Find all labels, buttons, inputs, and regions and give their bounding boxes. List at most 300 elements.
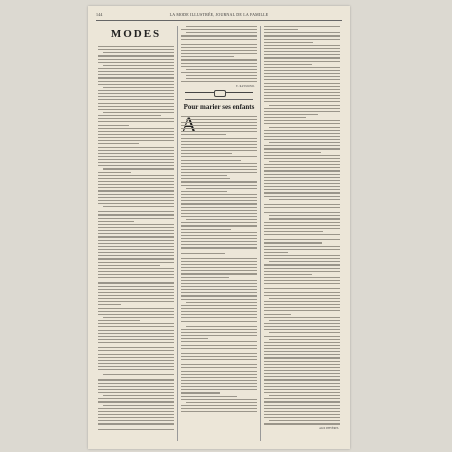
text-line [264, 231, 323, 232]
text-line [181, 359, 257, 360]
text-line [98, 398, 174, 399]
text-line [98, 46, 174, 47]
text-line [98, 55, 174, 56]
text-line [186, 119, 257, 120]
text-line [264, 370, 340, 371]
text-line [186, 219, 257, 220]
text-line [98, 369, 174, 370]
text-line [98, 347, 174, 348]
text-line [98, 408, 174, 409]
text-line [269, 218, 340, 219]
text-line [181, 163, 257, 164]
text-line [181, 197, 257, 198]
text-line [181, 169, 257, 170]
text-line [264, 225, 340, 226]
text-line [98, 295, 174, 296]
text-line [269, 298, 340, 299]
text-line [181, 273, 257, 274]
text-line [181, 81, 257, 82]
text-line [264, 73, 340, 74]
text-line [181, 181, 257, 182]
text-line [264, 174, 340, 175]
text-line [264, 207, 340, 208]
text-line [98, 74, 174, 75]
text-line [264, 148, 340, 149]
text-line [98, 271, 174, 272]
text-line [98, 90, 174, 91]
text-line [181, 321, 257, 322]
text-line [98, 246, 174, 247]
text-line [264, 307, 340, 308]
text-line [98, 320, 140, 321]
text-line [181, 222, 257, 223]
text-line [103, 87, 174, 88]
text-line [264, 139, 340, 140]
text-line [181, 203, 257, 204]
text-line [264, 101, 340, 102]
text-line [98, 330, 174, 331]
text-line [264, 264, 340, 265]
text-line [186, 26, 257, 27]
text-line [264, 401, 340, 402]
text-line [98, 420, 174, 421]
text-line [103, 168, 174, 169]
text-line [98, 181, 174, 182]
text-line [98, 175, 174, 176]
text-line [181, 72, 257, 73]
text-line [181, 156, 257, 157]
text-line [264, 95, 340, 96]
text-line [181, 311, 257, 312]
text-line [269, 127, 340, 128]
text-line [264, 295, 340, 296]
text-line [98, 262, 174, 263]
text-line [264, 288, 340, 289]
text-line [264, 354, 340, 355]
text-line [264, 228, 340, 229]
text-line [264, 258, 340, 259]
text-line [181, 377, 257, 378]
text-line [264, 283, 340, 284]
text-line [181, 216, 257, 217]
text-line [103, 206, 174, 207]
text-line [264, 271, 340, 272]
text-line [264, 277, 340, 278]
text-line [264, 274, 312, 275]
text-line [186, 78, 257, 79]
text-line [186, 32, 257, 33]
text-line [181, 411, 257, 412]
text-line [181, 191, 227, 192]
text-line [181, 338, 208, 339]
text-line [98, 360, 174, 361]
text-line [181, 289, 257, 290]
text-line [98, 77, 174, 78]
text-line [264, 310, 340, 311]
article-signature-end: ALIX D'HYÈRES. [319, 426, 339, 430]
text-line [181, 160, 241, 161]
text-line [181, 264, 257, 265]
text-line [186, 326, 257, 327]
text-line [186, 302, 257, 303]
text-line [264, 386, 340, 387]
text-line [264, 67, 340, 68]
text-line [264, 304, 340, 305]
text-line [264, 405, 340, 406]
text-line [98, 429, 174, 430]
text-line [181, 153, 232, 154]
text-line [98, 71, 174, 72]
text-line [181, 53, 257, 54]
text-line [98, 121, 174, 122]
text-line [186, 402, 257, 403]
text-line [264, 348, 340, 349]
text-line [98, 333, 174, 334]
text-line [264, 26, 340, 27]
text-line [264, 42, 313, 43]
text-line [181, 283, 257, 284]
text-line [264, 111, 340, 112]
text-line [264, 398, 340, 399]
text-line [264, 361, 340, 362]
text-line [98, 423, 174, 424]
text-line [264, 83, 340, 84]
text-line [98, 156, 174, 157]
text-line [181, 225, 257, 226]
text-line [98, 214, 174, 215]
text-line [98, 197, 174, 198]
text-line [181, 147, 257, 148]
text-line [98, 308, 174, 309]
text-line [181, 367, 257, 368]
text-line [98, 200, 174, 201]
text-line [264, 170, 340, 171]
text-line [181, 396, 237, 397]
text-line [264, 145, 340, 146]
text-line [264, 54, 340, 55]
text-line [98, 194, 174, 195]
text-line [264, 183, 340, 184]
running-title: LA MODE ILLUSTRÉE, JOURNAL DE LA FAMILLE [169, 12, 269, 17]
text-line [264, 164, 340, 165]
text-line [269, 199, 340, 200]
text-line [98, 350, 174, 351]
text-line [181, 317, 257, 318]
text-line [98, 62, 174, 63]
text-line [103, 52, 174, 53]
text-line [98, 233, 174, 234]
text-line [181, 39, 257, 40]
text-line [98, 326, 174, 327]
text-line [264, 79, 340, 80]
text-line [98, 363, 174, 364]
text-line [181, 329, 257, 330]
text-line [103, 112, 174, 113]
text-line [264, 45, 340, 46]
text-line [98, 249, 174, 250]
article-title: Pour marier ses enfants [183, 102, 255, 111]
text-line [98, 252, 174, 253]
text-line [181, 131, 257, 132]
text-line [181, 238, 257, 239]
text-line [98, 417, 174, 418]
text-line [181, 261, 257, 262]
text-line [181, 332, 257, 333]
page-header [96, 11, 342, 19]
text-line [98, 304, 121, 305]
text-line [98, 137, 174, 138]
text-line [181, 144, 257, 145]
text-line [98, 301, 174, 302]
text-line [181, 229, 231, 230]
text-line [264, 345, 340, 346]
text-line [264, 314, 291, 315]
text-line [264, 379, 340, 380]
text-line [264, 108, 340, 109]
text-line [98, 134, 174, 135]
text-line [181, 138, 257, 139]
column-2-text [181, 116, 257, 413]
text-line [269, 142, 340, 143]
text-line [264, 155, 340, 156]
text-line [98, 336, 174, 337]
column-1-text [98, 46, 174, 430]
text-line [264, 61, 340, 62]
text-line [98, 115, 161, 116]
text-line [269, 161, 340, 162]
text-line [98, 49, 174, 50]
text-line [264, 268, 340, 269]
text-line [181, 125, 257, 126]
section-ornament [185, 92, 253, 100]
column-2 [181, 26, 257, 443]
text-line [181, 210, 257, 211]
text-line [98, 227, 174, 228]
text-line [98, 240, 174, 241]
text-line [98, 81, 174, 82]
text-line [98, 342, 174, 343]
text-line [264, 317, 340, 318]
text-line [264, 123, 340, 124]
text-line [181, 389, 257, 390]
text-line [264, 367, 340, 368]
text-line [264, 336, 340, 337]
text-line [98, 147, 174, 148]
page-number: 144 [96, 12, 103, 17]
text-line [269, 420, 340, 421]
text-line [98, 392, 174, 393]
text-line [98, 383, 174, 384]
text-line [264, 423, 340, 424]
text-line [181, 299, 257, 300]
text-line [269, 339, 340, 340]
text-line [98, 323, 174, 324]
text-line [98, 274, 174, 275]
text-line [98, 236, 174, 237]
text-line [181, 63, 257, 64]
text-line [264, 57, 340, 58]
text-line [264, 376, 340, 377]
text-line [264, 64, 312, 65]
text-line [186, 188, 257, 189]
text-line [264, 186, 340, 187]
text-line [181, 399, 257, 400]
text-line [264, 120, 340, 121]
text-line [98, 178, 174, 179]
text-line [181, 353, 257, 354]
text-line [264, 252, 288, 253]
text-line [269, 395, 340, 396]
text-line [98, 162, 174, 163]
text-line [181, 308, 257, 309]
text-line [264, 246, 340, 247]
text-line [186, 69, 257, 70]
text-line [181, 253, 225, 254]
text-line [264, 32, 340, 33]
text-line [181, 270, 257, 271]
text-line [264, 301, 340, 302]
text-line [103, 405, 174, 406]
text-line [181, 277, 229, 278]
text-line [98, 118, 174, 119]
text-line [98, 203, 174, 204]
text-line [181, 244, 257, 245]
text-line [181, 66, 257, 67]
text-line [98, 366, 174, 367]
text-line [98, 153, 174, 154]
text-line [181, 178, 230, 179]
text-line [181, 35, 257, 36]
text-line [181, 408, 257, 409]
text-line [98, 282, 174, 283]
text-line [264, 39, 340, 40]
text-line [98, 143, 139, 144]
text-line [181, 232, 257, 233]
text-line [98, 103, 174, 104]
text-line [181, 348, 257, 349]
text-line [264, 180, 340, 181]
text-line [264, 177, 340, 178]
text-line [98, 314, 174, 315]
text-line [181, 172, 257, 173]
text-line [98, 184, 174, 185]
text-line [181, 386, 257, 387]
text-line [98, 339, 174, 340]
text-line [181, 175, 227, 176]
text-line [98, 59, 174, 60]
text-line [269, 332, 340, 333]
text-line [181, 59, 257, 60]
text-line [269, 215, 340, 216]
text-line [264, 117, 306, 118]
text-line [181, 200, 257, 201]
text-line [181, 356, 257, 357]
text-line [98, 401, 174, 402]
text-line [98, 224, 174, 225]
text-line [98, 190, 174, 191]
text-line [181, 50, 257, 51]
text-line [181, 364, 257, 365]
text-line [98, 265, 160, 266]
text-line [264, 351, 340, 352]
text-line [264, 152, 321, 153]
magazine-page [88, 6, 350, 449]
text-line [98, 292, 174, 293]
text-line [98, 68, 174, 69]
text-line [264, 411, 340, 412]
text-line [98, 379, 174, 380]
text-line [264, 389, 340, 390]
text-line [98, 414, 174, 415]
column-3-text [264, 26, 340, 425]
text-line [103, 317, 174, 318]
text-line [264, 326, 340, 327]
text-line [181, 141, 257, 142]
text-line [98, 84, 174, 85]
text-line [264, 70, 340, 71]
text-line [264, 204, 340, 205]
text-line [98, 311, 174, 312]
text-line [181, 295, 257, 296]
text-line [98, 255, 174, 256]
text-line [181, 380, 257, 381]
text-line [264, 167, 340, 168]
text-line [181, 292, 257, 293]
text-line [264, 86, 340, 87]
text-line [269, 320, 340, 321]
text-line [181, 116, 257, 117]
text-line [264, 89, 340, 90]
text-line [98, 357, 174, 358]
text-line [264, 255, 340, 256]
column-2-text-top [181, 26, 257, 82]
text-line [98, 211, 174, 212]
text-line [181, 56, 234, 57]
text-line [98, 411, 174, 412]
text-line [98, 258, 174, 259]
text-line [264, 196, 340, 197]
text-line [181, 371, 257, 372]
text-line [264, 392, 340, 393]
text-line [103, 65, 174, 66]
text-line [181, 280, 257, 281]
text-line [98, 221, 134, 222]
text-line [181, 405, 257, 406]
text-line [269, 261, 340, 262]
text-line [98, 230, 174, 231]
text-line [181, 392, 220, 393]
text-line [264, 364, 340, 365]
text-line [181, 258, 257, 259]
text-line [181, 47, 257, 48]
text-line [264, 222, 340, 223]
text-line [98, 187, 174, 188]
text-line [181, 374, 257, 375]
text-line [98, 93, 174, 94]
text-line [98, 286, 174, 287]
text-line [264, 114, 318, 115]
text-line [98, 159, 174, 160]
text-line [264, 242, 322, 243]
text-line [98, 298, 174, 299]
text-line [181, 345, 257, 346]
text-line [264, 136, 340, 137]
text-line [264, 249, 340, 250]
text-line [181, 314, 257, 315]
text-line [181, 150, 257, 151]
text-line [98, 125, 129, 126]
text-line [264, 414, 340, 415]
